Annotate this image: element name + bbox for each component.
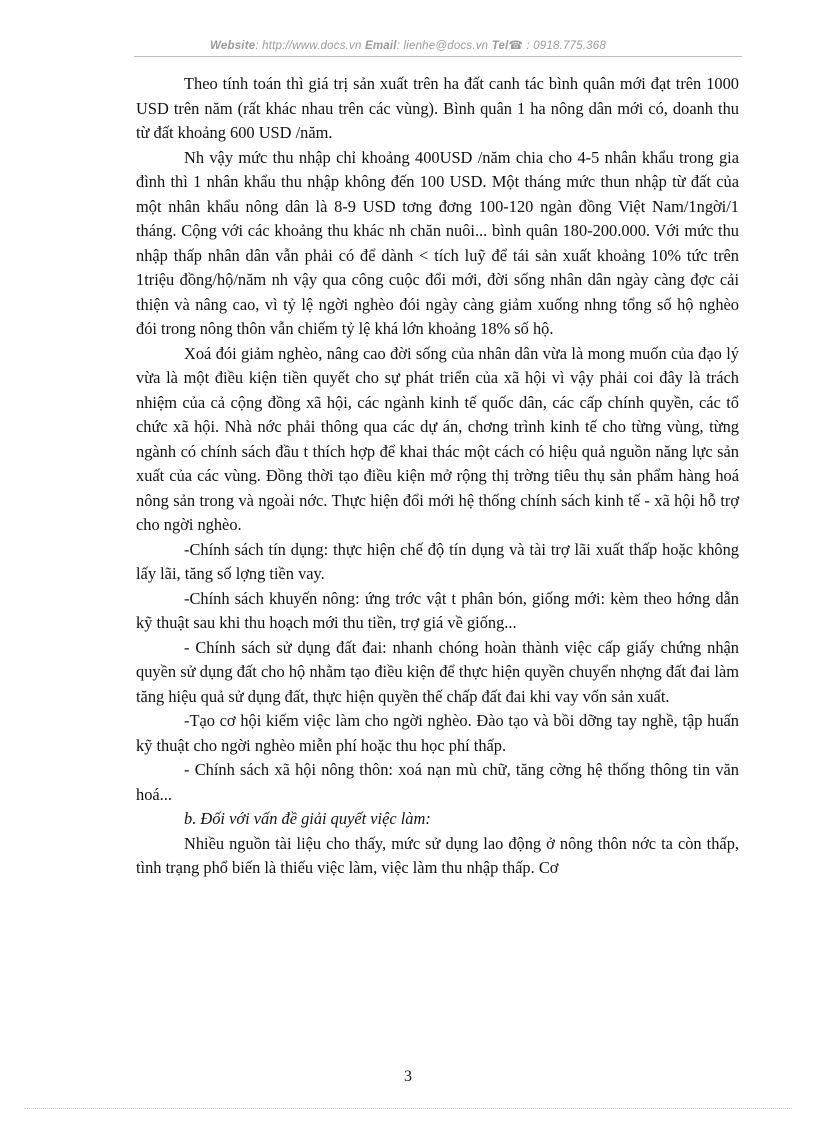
footer-divider: [24, 1108, 792, 1109]
paragraph-agri-extension-policy: -Chính sách khuyến nông: ứng trớc vật t phân bón, giống mới: kèm theo hớng dẫn kỹ thuật sau khi thu hoạch mới thu tiền, trợ giá về giống...: [136, 588, 739, 632]
header-divider: [134, 56, 742, 57]
paragraph-employment: Nhiều nguồn tài liệu cho thấy, mức sử dụng lao động ở nông thôn nớc ta còn thấp, tình trạng phổ biến là thiếu việc làm, việc làm thu nhập thấp. Cơ: [136, 833, 739, 877]
paragraph-income: Theo tính toán thì giá trị sản xuất trên ha đất canh tác bình quân mới đạt trên 1000 USD trên năm (rất khác nhau trên các vùng). Bình quân 1 ha nông dân mới có, doanh thu từ đất khoảng 600 USD /năm.: [136, 74, 739, 142]
paragraph-credit-policy: -Chính sách tín dụng: thực hiện chế độ tín dụng và tài trợ lãi xuất thấp hoặc không lấy lãi, tăng số lợng tiền vay.: [136, 539, 739, 583]
paragraph-job-opportunity: -Tạo cơ hội kiếm việc làm cho ngời nghèo. Đào tạo và bồi dỡng tay nghề, tập huấn kỹ thuật cho ngời nghèo miễn phí hoặc thu học phí thấp.: [136, 711, 739, 755]
section-heading-employment: b. Đối với vấn đề giải quyết việc làm:: [184, 809, 431, 828]
website-value: : http://www.docs.vn: [255, 40, 362, 52]
paragraph-poverty-reduction: Xoá đói giảm nghèo, nâng cao đời sống của nhân dân vừa là mong muốn của đạo lý vừa là một điều kiện tiền quyết cho sự phát triển của xã hội vì vậy phải coi đây là trách nhiệm của cả cộng đồng xã hội, các ngành kinh tế quốc dân, các cấp chính quyền, các tổ chức xã hội. Nhà nớc phải thông qua các dự án, chơng trình kinh tế cho từng vùng, từng ngành có chính sách đầu t thích hợp để khai thác một cách có hiệu quả nguồn năng lực sản xuất của các vùng. Đồng thời tạo điều kiện mở rộng thị trờng tiêu thụ sản phẩm hàng hoá nông sản trong và ngoài nớc. Thực hiện đổi mới hệ thống chính sách kinh tế - xã hội hỗ trợ cho ngời nghèo.: [136, 343, 739, 534]
tel-label: Tel: [491, 40, 509, 52]
document-body: [136, 72, 739, 881]
paragraph-social-policy: - Chính sách xã hội nông thôn: xoá nạn mù chữ, tăng cờng hệ thống thông tin văn hoá...: [136, 760, 739, 804]
page-header: [0, 38, 816, 52]
paragraph-land-policy: - Chính sách sử dụng đất đai: nhanh chóng hoàn thành việc cấp giấy chứng nhận quyền sử dụng đất cho hộ nhằm tạo điều kiện để thực hiện quyền chuyển nhợng đất đai làm tăng hiệu quả sử dụng đất, thực hiện quyền thế chấp đất đai khi vay vốn sản xuất.: [136, 637, 739, 706]
website-label: Website: [210, 40, 256, 52]
email-label: Email: [365, 40, 397, 52]
tel-value: ☎ : 0918.775.368: [508, 40, 606, 52]
paragraph-income-per-capita: Nh vậy mức thu nhập chỉ khoảng 400USD /năm chia cho 4-5 nhân khẩu trong gia đình thì 1 nhân khẩu thu nhập không đến 100 USD. Một tháng mức thun nhập từ đất của một nhân khẩu nông dân là 8-9 USD tơng đơng 100-120 ngàn đồng Việt Nam/1ngời/1 tháng. Cộng với các khoảng thu khác nh chăn nuôi... bình quân 180-200.000. Với mức thu nhập thấp nhân dân vẫn phải có để dành < tích luỹ để tái sản xuất khoảng 10% tức trên 1triệu đồng/hộ/năm nh vậy qua công cuộc đổi mới, đời sống nhân dân ngày càng đợc cải thiện và nâng cao, vì tỷ lệ ngời nghèo đói ngày càng giảm xuống nhng tổng số hộ nghèo đói trong nông thôn vẫn chiếm tỷ lệ khá lớn khoảng 18% số hộ.: [136, 147, 739, 338]
email-value: : lienhe@docs.vn: [396, 40, 489, 52]
page-number: 3: [404, 1068, 412, 1085]
